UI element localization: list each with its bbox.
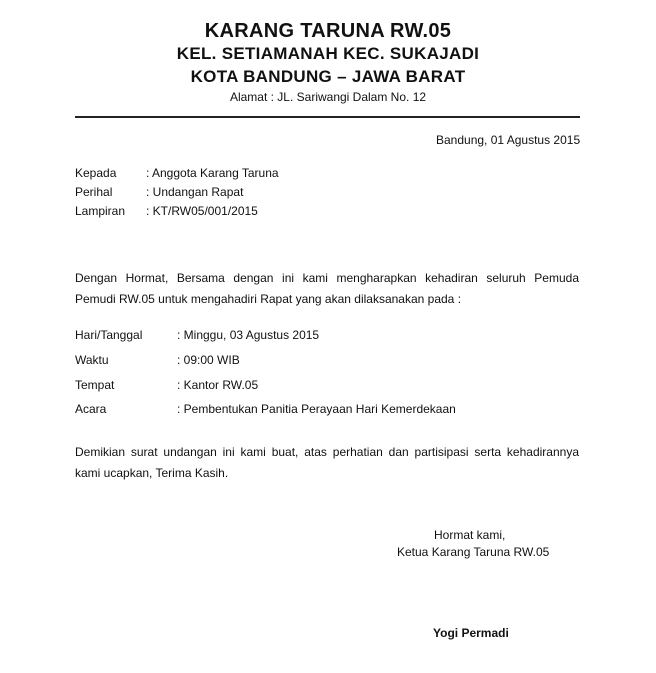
- closing-line-1: Demikian surat undangan ini kami buat, atas perhatian dan partisipasi serta kehadirannya: [75, 445, 579, 459]
- letterhead-divider: [75, 116, 580, 118]
- org-city: KOTA BANDUNG – JAWA BARAT: [190, 67, 466, 86]
- field-label-kepada: Kepada: [75, 166, 117, 180]
- opening-line-1: Dengan Hormat, Bersama dengan ini kami mengharapkan kehadiran seluruh Pemuda: [75, 271, 579, 285]
- event-value-date: : Minggu, 03 Agustus 2015: [177, 328, 320, 342]
- org-district: KEL. SETIAMANAH KEC. SUKAJADI: [176, 44, 480, 63]
- event-value-place: : Kantor RW.05: [177, 378, 259, 392]
- field-value-kepada: : Anggota Karang Taruna: [146, 166, 279, 180]
- org-title: KARANG TARUNA RW.05: [204, 20, 452, 42]
- event-label-agenda: Acara: [75, 402, 107, 416]
- field-value-lampiran: : KT/RW05/001/2015: [146, 204, 258, 218]
- signature-greeting: Hormat kami,: [434, 528, 506, 542]
- opening-line-2: Pemudi RW.05 untuk mengahadiri Rapat yang akan dilaksanakan pada :: [75, 292, 462, 306]
- signature-name: Yogi Permadi: [433, 626, 509, 640]
- event-value-agenda: : Pembentukan Panitia Perayaan Hari Kemerdekaan: [177, 402, 456, 416]
- field-label-perihal: Perihal: [75, 185, 113, 199]
- place-date: Bandung, 01 Agustus 2015: [436, 133, 581, 147]
- org-address: Alamat : JL. Sariwangi Dalam No. 12: [229, 90, 427, 104]
- event-label-date: Hari/Tanggal: [75, 328, 143, 342]
- field-value-perihal: : Undangan Rapat: [146, 185, 244, 199]
- signature-position: Ketua Karang Taruna RW.05: [397, 545, 550, 559]
- event-value-time: : 09:00 WIB: [177, 353, 240, 367]
- event-label-time: Waktu: [75, 353, 109, 367]
- field-label-lampiran: Lampiran: [75, 204, 126, 218]
- closing-line-2: kami ucapkan, Terima Kasih.: [75, 466, 229, 480]
- event-label-place: Tempat: [75, 378, 115, 392]
